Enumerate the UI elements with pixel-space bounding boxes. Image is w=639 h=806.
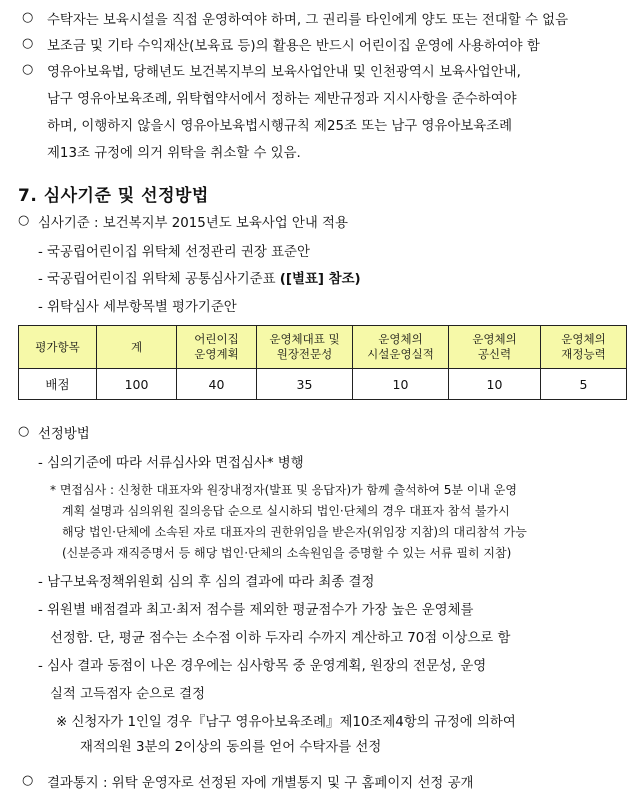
table-cell: 40 xyxy=(177,369,257,400)
selection-item: - 위원별 배점결과 최고·최저 점수를 제외한 평균점수가 가장 높은 운영체를 xyxy=(38,603,474,618)
criteria-item: - 국공립어린이집 위탁체 공통심사기준표 ([별표] 참조) xyxy=(38,272,361,287)
remark-line: ※ 신청자가 1인일 경우『남구 영유아보육조례』제10조제4항의 규정에 의하여 xyxy=(56,715,516,730)
selection-item: - 남구보육정책위원회 심의 후 심의 결과에 따라 최종 결정 xyxy=(38,575,375,590)
interview-note-line: 해당 법인·단체에 소속된 자로 대표자의 권한위임을 받은자(위임장 지참)의 대리참석 가능 xyxy=(62,525,527,539)
interview-note-line: 계획 설명과 심의위원 질의응답 순으로 실시하되 법인·단체의 경우 대표자 참석 불가시 xyxy=(62,504,510,518)
result-notice: 결과통지 : 위탁 운영자로 선정된 자에 개별통지 및 구 홈페이지 선정 공개 xyxy=(47,776,474,791)
table-row xyxy=(19,369,627,400)
section-heading: 7. 심사기준 및 선정방법 xyxy=(18,186,209,206)
top-bullet-continuation: 하며, 이행하지 않을시 영유아보육법시행규칙 제25조 또는 남구 영유아보육조례 xyxy=(47,119,513,134)
table-header-cell: 계 xyxy=(97,326,177,369)
top-bullet-continuation: 남구 영유아보육조례, 위탁협약서에서 정하는 제반규정과 지시사항을 준수하여야 xyxy=(47,92,517,107)
criteria-item: - 위탁심사 세부항목별 평가기준안 xyxy=(38,300,237,315)
remark-line: 재적의원 3분의 2이상의 동의를 얻어 수탁자를 선정 xyxy=(80,740,382,755)
appendix-reference: ([별표] 참조) xyxy=(279,272,361,287)
criteria-item: - 국공립어린이집 위탁체 선정관리 권장 표준안 xyxy=(38,245,310,260)
table-cell: 5 xyxy=(541,369,627,400)
table-cell: 35 xyxy=(257,369,353,400)
bullet-circle-icon: ○ xyxy=(22,773,34,788)
bullet-circle-icon: ○ xyxy=(22,36,34,51)
table-header-cell: 운영체대표 및 원장전문성 xyxy=(257,326,353,369)
evaluation-table xyxy=(18,325,627,400)
table-header-cell: 운영체의 공신력 xyxy=(449,326,541,369)
table-header-cell: 어린이집 운영계획 xyxy=(177,326,257,369)
top-bullet-text: 수탁자는 보육시설을 직접 운영하여야 하며, 그 권리를 타인에게 양도 또는 전대할 수 없음 xyxy=(47,13,569,28)
bullet-circle-icon: ○ xyxy=(22,10,34,25)
table-cell: 배점 xyxy=(19,369,97,400)
selection-item: - 심의기준에 따라 서류심사와 면접심사* 병행 xyxy=(38,456,304,471)
selection-title: 선정방법 xyxy=(38,427,90,442)
table-header-cell: 운영체의 시설운영실적 xyxy=(353,326,449,369)
table-cell: 10 xyxy=(449,369,541,400)
bullet-circle-icon: ○ xyxy=(18,424,30,439)
selection-item-continuation: 선정함. 단, 평균 점수는 소수점 이하 두자리 수까지 계산하고 70점 이상으로 함 xyxy=(50,631,511,646)
table-cell: 10 xyxy=(353,369,449,400)
top-bullet-continuation: 제13조 규정에 의거 위탁을 취소할 수 있음. xyxy=(47,146,301,161)
criteria-title: 심사기준 : 보건복지부 2015년도 보육사업 안내 적용 xyxy=(38,216,348,231)
bullet-circle-icon: ○ xyxy=(18,213,30,228)
selection-item: - 심사 결과 동점이 나온 경우에는 심사항목 중 운영계획, 원장의 전문성, 운영 xyxy=(38,659,487,674)
selection-item-continuation: 실적 고득점자 순으로 결정 xyxy=(50,687,206,702)
table-header-cell: 운영체의 재정능력 xyxy=(541,326,627,369)
interview-note-line: (신분증과 재직증명서 등 해당 법인·단체의 소속원임을 증명할 수 있는 서류 필히 지참) xyxy=(62,546,512,560)
bullet-circle-icon: ○ xyxy=(22,62,34,77)
table-cell: 100 xyxy=(97,369,177,400)
table-header-row xyxy=(19,326,627,369)
top-bullet-text: 보조금 및 기타 수익재산(보육료 등)의 활용은 반드시 어린이집 운영에 사용하여야 함 xyxy=(47,39,540,54)
top-bullet-text: 영유아보육법, 당해년도 보건복지부의 보육사업안내 및 인천광역시 보육사업안내, xyxy=(47,65,521,80)
interview-note-line: * 면접심사 : 신청한 대표자와 원장내정자(발표 및 응답자)가 함께 출석하여 5분 이내 운영 xyxy=(50,483,517,497)
table-header-cell: 평가항목 xyxy=(19,326,97,369)
